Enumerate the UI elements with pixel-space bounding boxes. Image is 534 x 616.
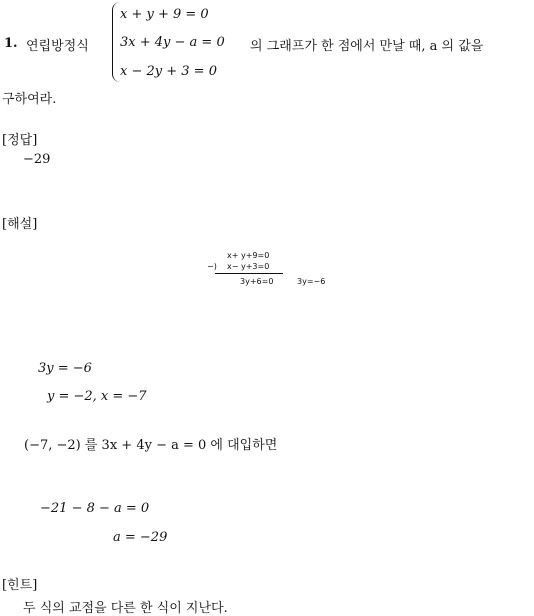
mini-row-3: 3y+6=0 (240, 277, 274, 286)
problem-number: 1. (4, 36, 18, 51)
mini-row-2-operator: −) (207, 262, 217, 271)
step-5: a = −29 (113, 530, 168, 545)
problem-line2: 구하여라. (2, 92, 57, 107)
step-2: y = −2, x = −7 (47, 389, 147, 404)
step-4: −21 − 8 − a = 0 (40, 501, 150, 516)
problem-intro: 연립방정식 (26, 39, 89, 54)
mini-side-result: 3y=−6 (297, 277, 326, 286)
problem-tail: 의 그래프가 한 점에서 만날 때, a 의 값을 (250, 39, 484, 54)
answer-label: [정답] (2, 133, 38, 148)
mini-underline (215, 273, 283, 274)
answer-value: −29 (23, 152, 51, 167)
mini-row-2: x− y+3=0 (227, 262, 270, 271)
step-3: (−7, −2) 를 3x + 4y − a = 0 에 대입하면 (24, 438, 278, 453)
equation-2: 3x + 4y − a = 0 (120, 35, 225, 50)
solution-label: [해설] (2, 217, 38, 232)
step-1: 3y = −6 (38, 361, 92, 376)
hint-text: 두 식의 교점을 다른 한 식이 지난다. (23, 601, 228, 616)
equation-3: x − 2y + 3 = 0 (120, 64, 217, 79)
mini-row-1: x+ y+9=0 (227, 251, 270, 260)
hint-label: [힌트] (2, 578, 38, 593)
equation-1: x + y + 9 = 0 (120, 7, 209, 22)
